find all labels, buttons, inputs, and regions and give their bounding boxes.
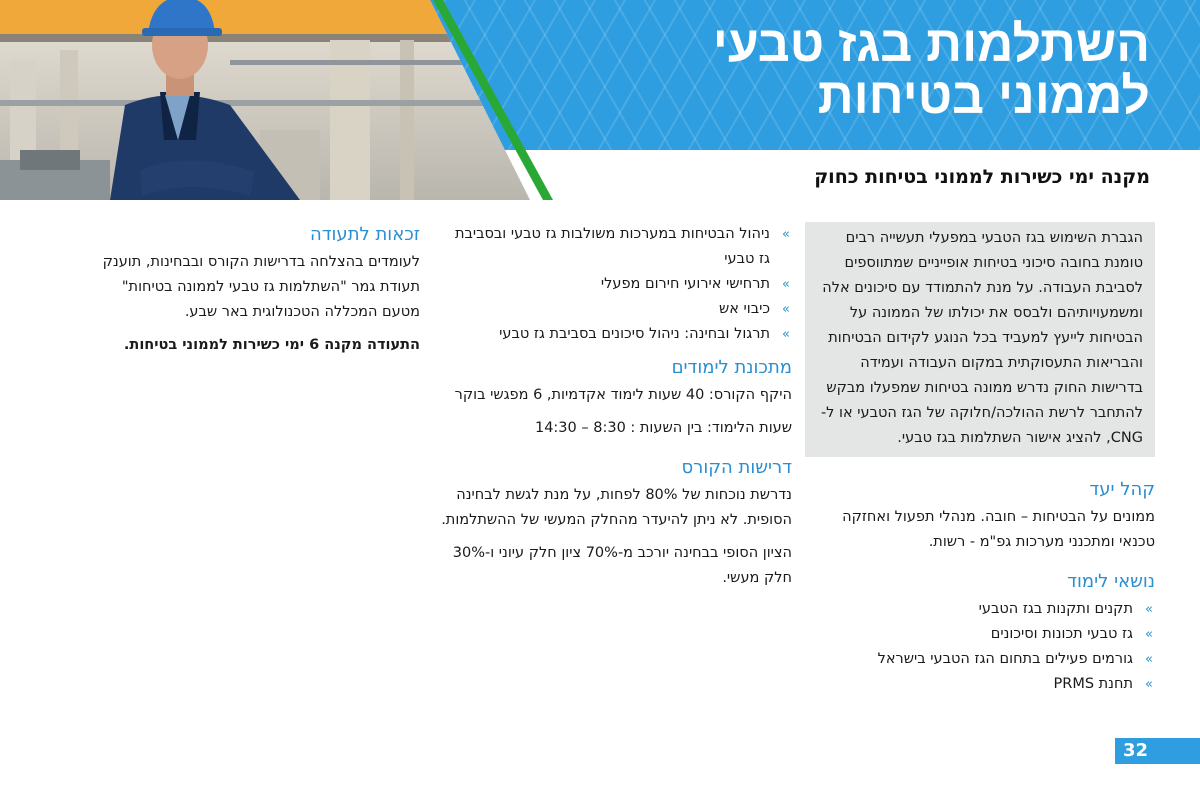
list-item: » תקנים ותקנות בגז הטבעי <box>805 597 1155 622</box>
topics-list-continued <box>440 222 792 347</box>
requirements-text-2: הציון הסופי בבחינה יורכב מ-70% ציון חלק עיוני ו-30% חלק מעשי. <box>452 545 792 586</box>
middle-column <box>440 222 792 591</box>
bullet-arrow-icon: » <box>1145 602 1153 617</box>
page-subtitle: מקנה ימי כשירות לממוני בטיחות כחוק <box>814 166 1150 188</box>
bullet-arrow-icon: » <box>782 277 790 292</box>
list-item: » תחנת PRMS <box>805 672 1155 697</box>
list-item: » גורמים פעילים בתחום הגז הטבעי בישראל <box>805 647 1155 672</box>
bullet-arrow-icon: » <box>1145 627 1153 642</box>
certificate-text: לעומדים בהצלחה בדרישות הקורס ובבחינות, תוענק תעודת גמר "השתלמות גז טבעי לממונה בטיחות" מטעם המכללה הטכנולוגית באר שבע. <box>102 254 420 320</box>
list-item: » ניהול הבטיחות במערכות משולבות גז טבעי ובסביבת גז טבעי <box>440 222 792 272</box>
requirements-text-1: נדרשת נוכחות של 80% לפחות, על מנת לגשת לבחינה הסופית. לא ניתן להיעדר מהחלק המעשי של ההשתלמות. <box>441 487 792 528</box>
topics-list <box>805 597 1155 697</box>
list-item: » תרחישי אירועי חירום מפעלי <box>440 272 792 297</box>
page-header <box>0 0 1200 200</box>
audience-text: ממונים על הבטיחות – חובה. מנהלי תפעול ואחזקה טכנאי ומתכנני מערכות גפ"מ - רשות. <box>842 509 1155 550</box>
bullet-arrow-icon: » <box>1145 677 1153 692</box>
intro-text: הגברת השימוש בגז הטבעי במפעלי תעשייה רבים טומנת בחובה סיכוני בטיחות אופייניים שמתווספים לסביבת העבודה. על מנת להתמודד עם סיכונים אלה ומשמעויותיהם ולבסס את יכולתו של הממונה על הבטיחות לייעץ למעביד בכל הנוגע לקידום הבטיחות והבריאות התעסוקתית במקום העבודה ועמידה בדרישות החוק נדרש ממונה בטיחות שמפעלו מבקש להתחבר לרשת ההולכה/חלוקה של הגז הטבעי או ל-CNG, להציג אישור השתלמות בגז טבעי. <box>820 230 1143 446</box>
program-scope: היקף הקורס: 40 שעות לימוד אקדמיות, 6 מפגשי בוקר <box>454 387 792 403</box>
requirements-heading: דרישות הקורס <box>681 457 792 478</box>
bullet-arrow-icon: » <box>1145 652 1153 667</box>
intro-box <box>805 222 1155 457</box>
list-item: » תרגול ובחינה: ניהול סיכונים בסביבת גז טבעי <box>440 322 792 347</box>
program-hours: שעות הלימוד: בין השעות : 8:30 – 14:30 <box>534 420 792 436</box>
topics-heading: נושאי לימוד <box>1067 571 1155 592</box>
certificate-bold-text: התעודה מקנה 6 ימי כשירות לממוני בטיחות. <box>123 337 420 353</box>
audience-heading: קהל יעד <box>1089 479 1155 500</box>
page-number: 32 <box>1115 738 1200 764</box>
certificate-heading: זכאות לתעודה <box>309 224 420 245</box>
list-item: » גז טבעי תכונות וסיכונים <box>805 622 1155 647</box>
program-heading: מתכונת לימודים <box>671 357 792 378</box>
bullet-arrow-icon: » <box>782 302 790 317</box>
title-line-2: לממוני בטיחות <box>817 68 1150 124</box>
left-column <box>100 222 420 358</box>
title-line-1: השתלמות בגז טבעי <box>712 16 1150 72</box>
bullet-arrow-icon: » <box>782 327 790 342</box>
page-title <box>510 18 1150 122</box>
list-item: » כיבוי אש <box>440 297 792 322</box>
right-column <box>805 222 1155 697</box>
bullet-arrow-icon: » <box>782 227 790 242</box>
